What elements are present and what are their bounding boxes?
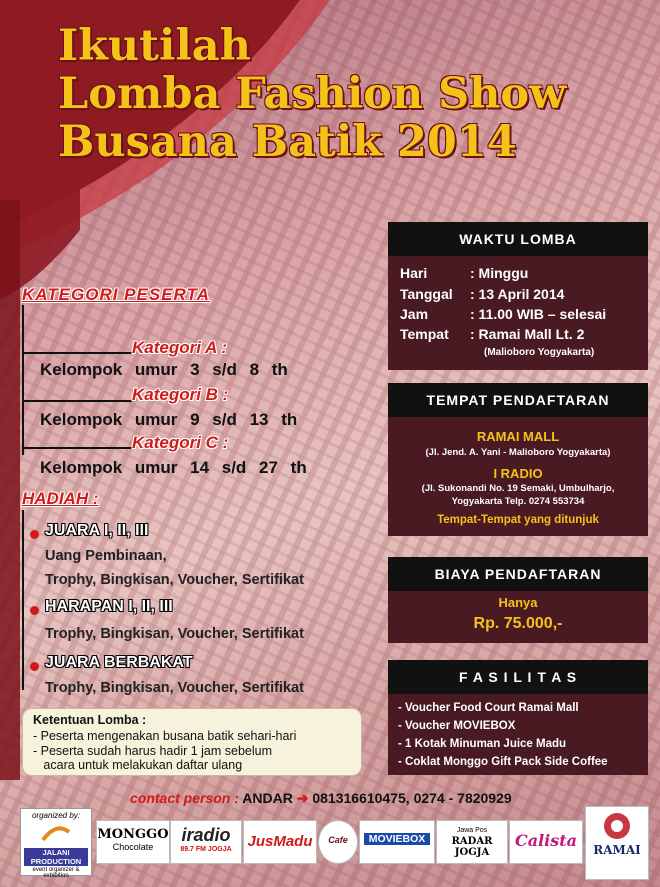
calista-name: Calista [514,831,578,850]
biaya-panel [388,557,648,643]
reg-address-ramai: (Jl. Jend. A. Yani - Malioboro Yogyakarta) [425,447,611,458]
fasilitas-heading: F A S I L I T A S [388,660,648,694]
ramai-name: RAMAI [593,843,641,857]
reg-address-iradio-1: (Jl. Sukonandi No. 19 Semaki, Umbulharjo, [421,483,615,494]
fasilitas-item: - 1 Kotak Minuman Juice Madu [398,738,567,750]
pendaftaran-heading: TEMPAT PENDAFTARAN [388,383,648,417]
calista-logo [509,820,583,864]
kategori-b-group: Kelompok umur 9 s/d 13 th [40,410,298,429]
rule-3: acara untuk melakukan daftar ulang [33,758,243,772]
jusmadu-logo [243,820,317,864]
biaya-price: Rp. 75.000,- [473,615,563,632]
waktu-key: Jam [400,306,429,322]
waktu-panel [388,222,648,370]
tree-line [22,447,132,449]
fasilitas-item: - Voucher MOVIEBOX [398,720,516,732]
cafe-name: Cafe [328,835,348,845]
reg-place-ramai: RAMAI MALL [476,429,560,444]
radar-top: Jawa Pos [456,827,488,834]
prize-1-line-1: Uang Pembinaan, [45,548,167,564]
waktu-value: : Minggu [470,265,529,281]
prize-bullet-icon [30,530,39,539]
hadiah-heading: HADIAH : [22,489,99,508]
waktu-key: Tempat [400,326,449,342]
ramai-emblem-icon [600,811,634,841]
moviebox-name: MOVIEBOX [364,833,430,845]
jalani-name: JALANI PRODUCTION [24,848,88,866]
waktu-value: : 11.00 WIB – selesai [470,306,607,322]
kategori-c-label: Kategori C : [132,433,229,452]
prize-2-title: HARAPAN I, II, III [45,598,173,615]
prize-bullet-icon [30,662,39,671]
kategori-a-label: Kategori A : [132,338,228,357]
jalani-swoosh-icon [41,822,71,846]
tree-line [22,510,24,690]
prize-1-line-2: Trophy, Bingkisan, Voucher, Sertifikat [45,572,304,588]
tree-line [22,400,132,402]
contact-phones: 081316610475, 0274 - 7820929 [312,790,512,806]
iradio-name: iradio [181,825,231,845]
monggo-name: MONGGO [97,827,169,842]
cafe-logo [318,820,358,864]
title-line-3: Busana Batik 2014 [58,117,517,167]
waktu-key: Tanggal [400,286,453,302]
kategori-a-group: Kelompok umur 3 s/d 8 th [40,360,288,379]
waktu-key: Hari [400,265,428,281]
iradio-logo [170,820,242,864]
iradio-subtitle: 89.7 FM JOGJA [180,846,232,853]
reg-address-iradio-2: Yogyakarta Telp. 0274 553734 [451,496,585,507]
waktu-heading: WAKTU LOMBA [388,222,648,256]
contact-name: ANDAR [242,790,293,806]
reg-place-iradio: I RADIO [493,466,543,481]
moviebox-logo [359,820,435,864]
rules-title: Ketentuan Lomba : [33,713,147,727]
contact-line [130,790,512,807]
prize-1-title: JUARA I, II, III [45,522,149,539]
radar-name: RADAR JOGJA [451,836,493,858]
title-line-2: Lomba Fashion Show [58,69,567,119]
waktu-value: : Ramai Mall Lt. 2 [470,326,585,342]
kategori-c-group: Kelompok umur 14 s/d 27 th [40,458,307,477]
arrow-right-icon: ➜ [296,790,309,806]
ramai-logo [585,806,649,880]
prize-2-line-1: Trophy, Bingkisan, Voucher, Sertifikat [45,626,304,642]
pendaftaran-panel [388,383,648,536]
jalani-subtitle: event organizer & exhibition [32,867,80,879]
rule-2: - Peserta sudah harus hadir 1 jam sebelum [33,744,273,758]
fasilitas-item: - Coklat Monggo Gift Pack Side Coffee [398,756,608,768]
monggo-subtitle: Chocolate [112,842,154,852]
reg-other-places: Tempat-Tempat yang ditunjuk [437,514,599,526]
radar-jogja-logo [436,820,508,864]
rules-box [22,708,362,776]
waktu-location-note: (Malioboro Yogyakarta) [484,347,595,358]
prize-3-line-1: Trophy, Bingkisan, Voucher, Sertifikat [45,680,304,696]
organizer-logo [20,808,92,879]
rule-1: - Peserta mengenakan busana batik sehari-hari [33,729,297,743]
kategori-heading: KATEGORI PESERTA [22,285,210,304]
title-line-1: Ikutilah [58,21,251,71]
prize-3-title: JUARA BERBAKAT [45,654,193,671]
fasilitas-panel [388,660,648,775]
biaya-heading: BIAYA PENDAFTARAN [388,557,648,591]
biaya-label: Hanya [498,595,538,610]
kategori-b-label: Kategori B : [132,385,229,404]
tree-line [22,305,24,455]
poster-title [58,22,566,166]
fasilitas-item: - Voucher Food Court Ramai Mall [398,702,579,714]
organized-by-label: organized by: [31,811,81,820]
jusmadu-name: JusMadu [247,833,313,850]
monggo-logo [96,820,170,864]
tree-line [22,352,132,354]
contact-label: contact person : [130,790,239,806]
prize-bullet-icon [30,606,39,615]
waktu-value: : 13 April 2014 [470,286,565,302]
